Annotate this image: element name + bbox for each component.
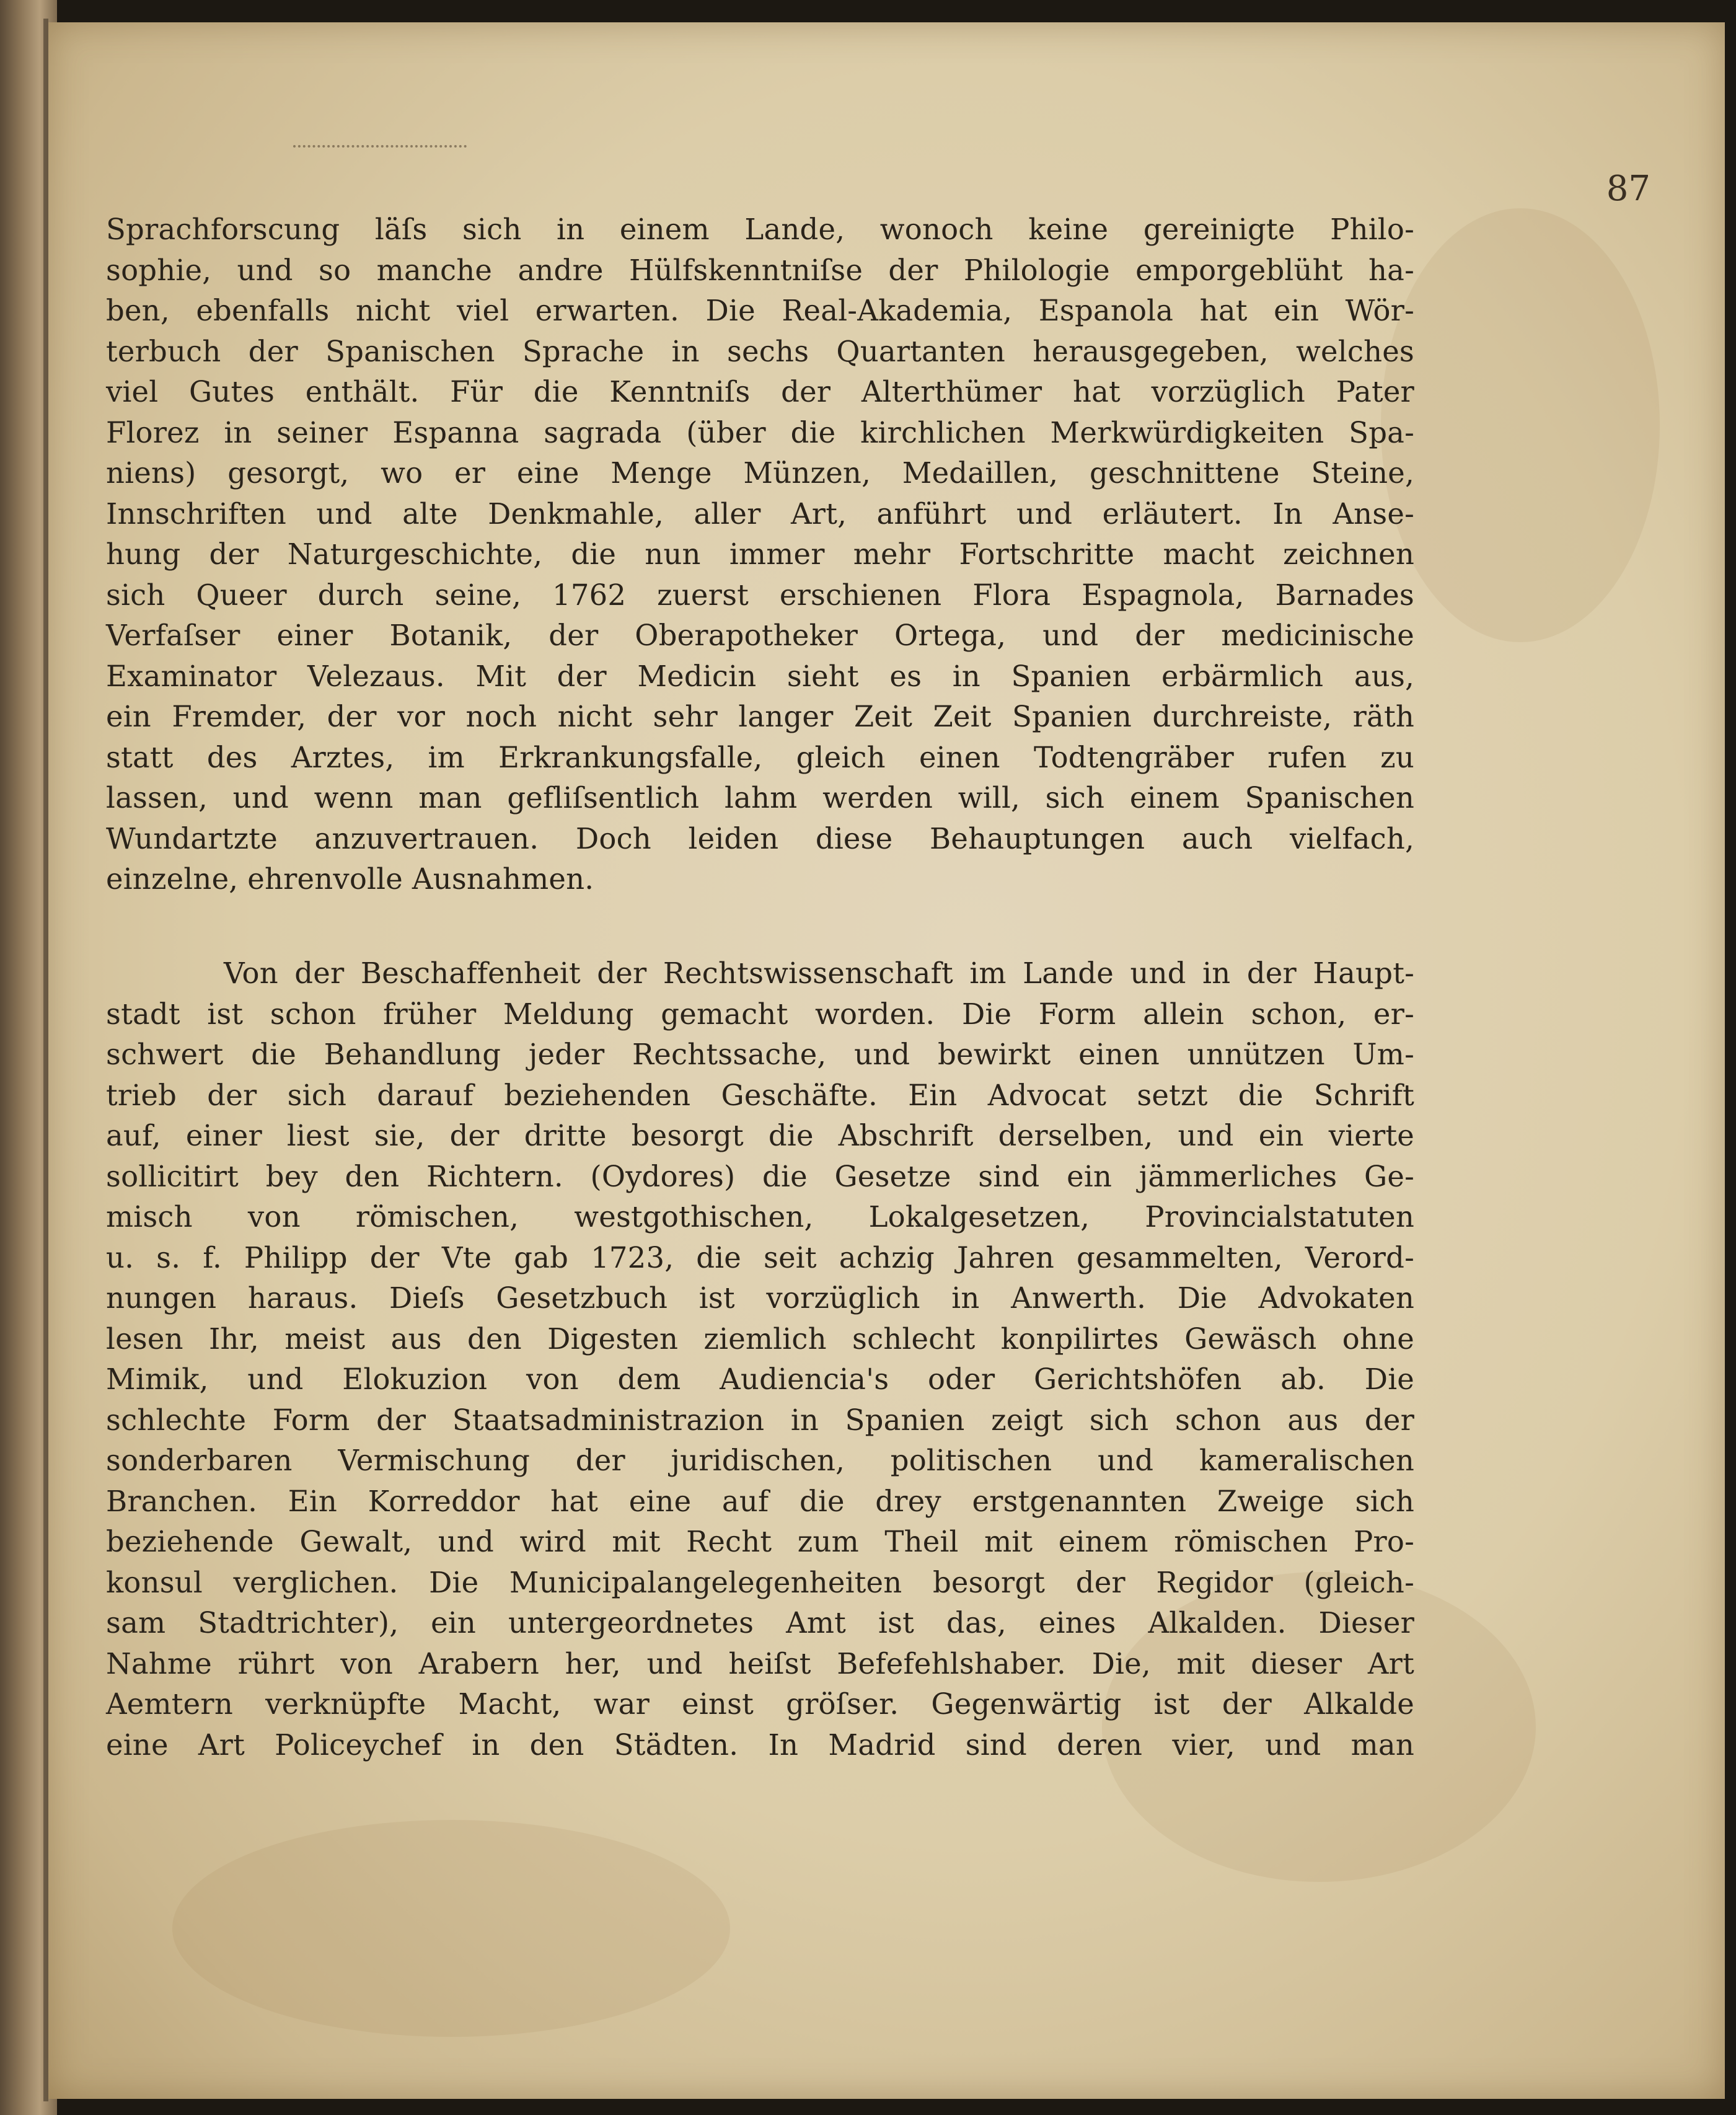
ink-mark [293, 145, 467, 154]
text-line: Von der Beschaffenheit der Rechtswissenschaft im Lande und in der Haupt- [224, 956, 1414, 990]
paragraph-2 [106, 953, 1414, 1765]
text-line: einzelne, ehrenvolle Ausnahmen. [106, 862, 594, 896]
binding-edge [43, 19, 48, 2101]
paragraph-1 [106, 210, 1414, 900]
text-line: statt des Arztes, im Erkrankungsfalle, gleich einen Todtengräber rufen zu [106, 740, 1414, 774]
text-line: Verfaſser einer Botanik, der Oberapotheker Ortega, und der medicinische [106, 619, 1414, 652]
text-line: sollicitirt bey den Richtern. (Oydores) die Gesetze sind ein jämmerliches Ge- [106, 1159, 1414, 1193]
text-line: lesen Ihr, meist aus den Digesten ziemlich schlecht konpilirtes Gewäsch ohne [106, 1322, 1414, 1356]
text-line: viel Gutes enthält. Für die Kenntniſs der Alterthümer hat vorzüglich Pater [106, 375, 1414, 408]
text-line: Florez in seiner Espanna sagrada (über die kirchlichen Merkwürdigkeiten Spa- [106, 415, 1414, 449]
text-line: eine Art Policeychef in den Städten. In Madrid sind deren vier, und man [106, 1728, 1414, 1762]
text-line: u. s. f. Philipp der Vte gab 1723, die seit achzig Jahren gesammelten, Verord- [106, 1240, 1414, 1274]
text-line: ein Fremder, der vor noch nicht sehr langer Zeit Zeit Spanien durchreiste, räth [106, 700, 1414, 733]
text-line: schlechte Form der Staatsadministrazion in Spanien zeigt sich schon aus der [106, 1403, 1414, 1437]
text-line: beziehende Gewalt, und wird mit Recht zum Theil mit einem römischen Pro- [106, 1525, 1414, 1558]
text-line: Nahme rührt von Arabern her, und heiſst Befefehlshaber. Die, mit dieser Art [106, 1646, 1414, 1680]
paper-stain [172, 1820, 730, 2037]
text-line: trieb der sich darauf beziehenden Geschäfte. Ein Advocat setzt die Schrift [106, 1078, 1414, 1112]
text-line: sophie, und so manche andre Hülfskenntniſse der Philologie emporgeblüht ha- [106, 253, 1414, 287]
text-line: niens) gesorgt, wo er eine Menge Münzen, Medaillen, geschnittene Steine, [106, 456, 1414, 490]
text-line: ben, ebenfalls nicht viel erwarten. Die Real-Akademia, Espanola hat ein Wör- [106, 294, 1414, 327]
text-line: sich Queer durch seine, 1762 zuerst erschienen Flora Espagnola, Barnades [106, 578, 1414, 612]
text-line: Sprachforscung läſs sich in einem Lande, wonoch keine gereinigte Philo- [106, 213, 1414, 246]
text-line: Wundartzte anzuvertrauen. Doch leiden diese Behauptungen auch vielfach, [106, 821, 1414, 855]
text-line: sam Stadtrichter), ein untergeordnetes Amt ist das, eines Alkalden. Dieser [106, 1606, 1414, 1640]
text-line: terbuch der Spanischen Sprache in sechs Quartanten herausgegeben, welches [106, 334, 1414, 368]
text-line: stadt ist schon früher Meldung gemacht worden. Die Form allein schon, er- [106, 997, 1414, 1031]
text-line: Examinator Velezaus. Mit der Medicin sieht es in Spanien erbärmlich aus, [106, 659, 1414, 693]
text-line: Innschriften und alte Denkmahle, aller Art, anführt und erläutert. In Anse- [106, 497, 1414, 531]
text-line: nungen haraus. Dieſs Gesetzbuch ist vorzüglich in Anwerth. Die Advokaten [106, 1281, 1414, 1315]
text-line: auf, einer liest sie, der dritte besorgt die Abschrift derselben, und ein vierte [106, 1119, 1414, 1152]
text-line: Aemtern verknüpfte Macht, war einst gröſser. Gegenwärtig ist der Alkalde [106, 1687, 1414, 1721]
paper-stain [1381, 208, 1660, 642]
page-number: 87 [1606, 169, 1650, 209]
text-line: schwert die Behandlung jeder Rechtssache, und bewirkt einen unnützen Um- [106, 1038, 1414, 1071]
text-line: lassen, und wenn man gefliſsentlich lahm werden will, sich einem Spanischen [106, 781, 1414, 815]
text-line: hung der Naturgeschichte, die nun immer mehr Fortschritte macht zeichnen [106, 537, 1414, 571]
text-line: sonderbaren Vermischung der juridischen, politischen und kameralischen [106, 1444, 1414, 1477]
text-line: konsul verglichen. Die Municipalangelegenheiten besorgt der Regidor (gleich- [106, 1565, 1414, 1599]
text-line: Mimik, und Elokuzion von dem Audiencia's oder Gerichtshöfen ab. Die [106, 1362, 1414, 1396]
text-line: Branchen. Ein Korreddor hat eine auf die drey erstgenannten Zweige sich [106, 1484, 1414, 1518]
text-line: misch von römischen, westgothischen, Lokalgesetzen, Provincialstatuten [106, 1200, 1414, 1234]
